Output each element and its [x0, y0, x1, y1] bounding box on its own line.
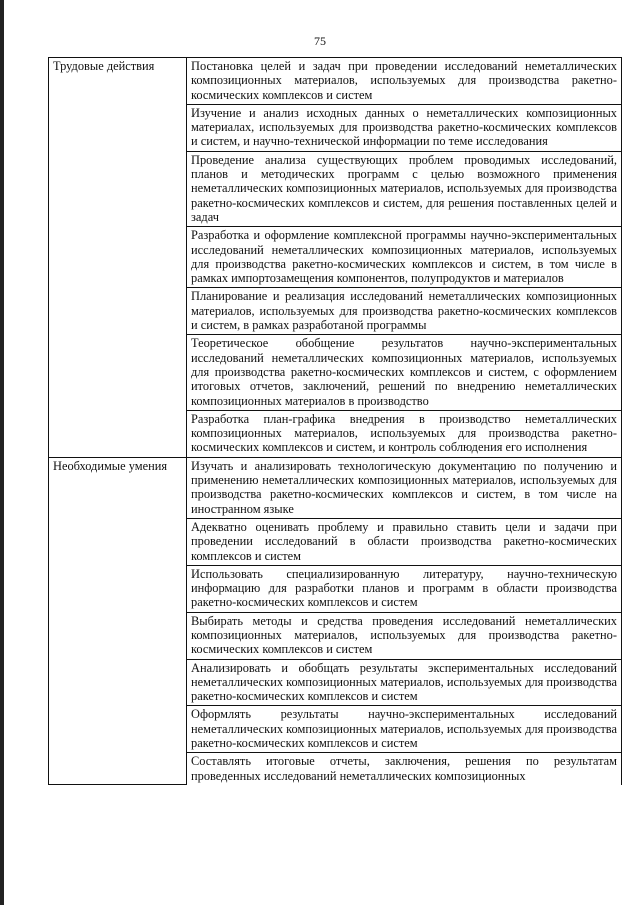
competency-table [48, 57, 622, 785]
table-cell-skill: Изучать и анализировать технологическую документацию по получению и применению неметаллических композиционных материалов, используемых для производства ракетно-космических комплексов и систем, в том числе на иностранном языке [187, 457, 622, 518]
table-cell-skill: Составлять итоговые отчеты, заключения, решения по результатам проведенных исследований неметаллических композиционных [187, 753, 622, 785]
table-row [49, 457, 622, 518]
table-cell-skill: Оформлять результаты научно-экспериментальных исследований неметаллических композиционных материалов, используемых для производства ракетно-космических комплексов и систем [187, 706, 622, 753]
table-cell-labor-action: Разработка и оформление комплексной программы научно-экспериментальных исследований неметаллических композиционных материалов, используемых для производства ракетно-космических комплексов и систем, в том числе в рамках импортозамещения компонентов, полупродуктов и материалов [187, 227, 622, 288]
table-cell-skill: Выбирать методы и средства проведения исследований неметаллических композиционных материалов, используемых для производства ракетно-космических комплексов и систем [187, 612, 622, 659]
section-label-required-skills: Необходимые умения [49, 457, 187, 785]
table-cell-labor-action: Разработка план-графика внедрения в производство неметаллических композиционных материалов, используемых для производства ракетно-космических комплексов и систем, и контроль соблюдения его исполнения [187, 410, 622, 457]
table-cell-labor-action: Планирование и реализация исследований неметаллических композиционных материалов, используемых для производства ракетно-космических комплексов и систем, в рамках разработаной программы [187, 288, 622, 335]
table-cell-labor-action: Постановка целей и задач при проведении исследований неметаллических композиционных материалов, используемых для производства ракетно-космических комплексов и систем [187, 58, 622, 105]
table-cell-skill: Адекватно оценивать проблему и правильно ставить цели и задачи при проведении исследований в области производства ракетно-космических комплексов и систем [187, 518, 622, 565]
table-cell-skill: Использовать специализированную литературу, научно-техническую информацию для разработки планов и программ в области производства ракетно-космических комплексов и систем [187, 565, 622, 612]
table-row [49, 58, 622, 105]
table-cell-labor-action: Изучение и анализ исходных данных о неметаллических композиционных материалах, используемых для производства ракетно-космических комплексов и систем, и научно-технической информации по теме исследования [187, 104, 622, 151]
page-number: 75 [314, 34, 326, 48]
table-cell-skill: Анализировать и обобщать результаты экспериментальных исследований неметаллических композиционных материалов, используемых для производства ракетно-космических комплексов и систем [187, 659, 622, 706]
table-cell-labor-action: Проведение анализа существующих проблем проводимых исследований, планов и методических программ с целью возможного применения неметаллических композиционных материалов, используемых для производства ракетно-космических комплексов и систем, для решения поставленных целей и задач [187, 151, 622, 226]
section-label-labor-actions: Трудовые действия [49, 58, 187, 458]
table-cell-labor-action: Теоретическое обобщение результатов научно-экспериментальных исследований неметаллических композиционных материалов, используемых для производства ракетно-космических комплексов и систем, с оформлением итоговых отчетов, заключений, решений по внедрению неметаллических композиционных материалов в производство [187, 335, 622, 410]
scan-edge-mark [0, 0, 4, 905]
